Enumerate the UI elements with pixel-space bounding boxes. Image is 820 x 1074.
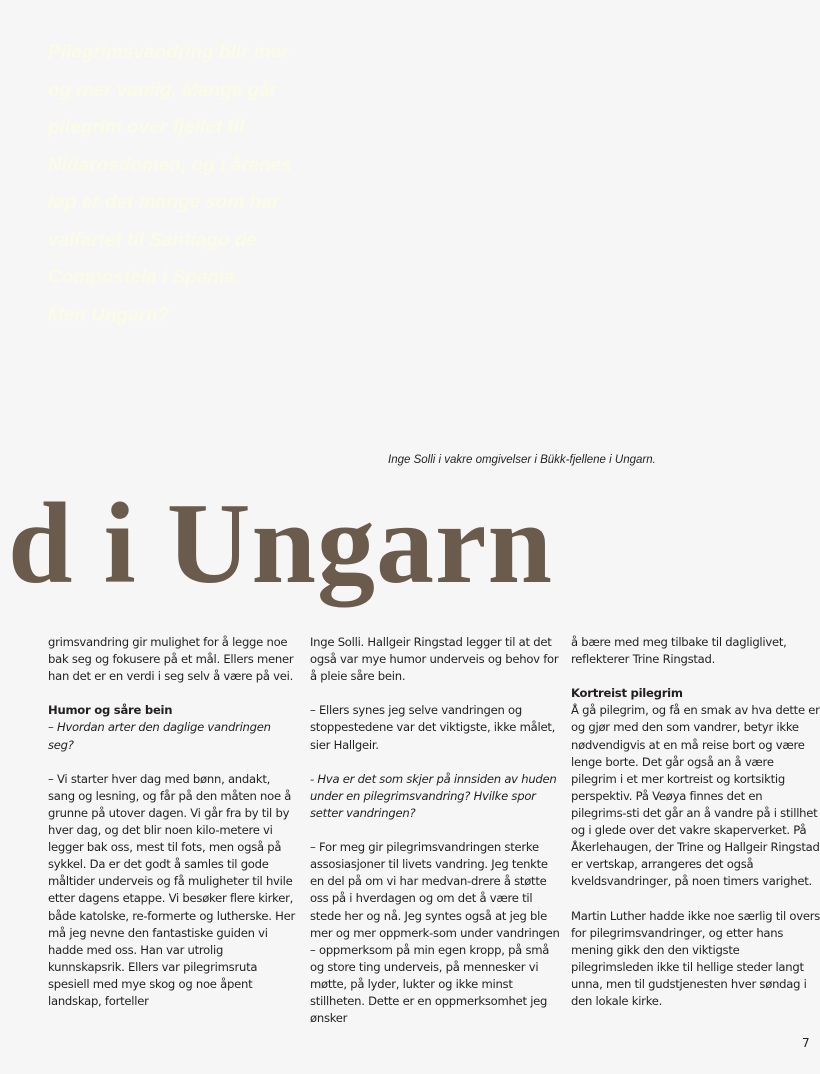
page-number: 7 [802,1036,810,1050]
pull-quote-line: Compostela i Spania. [48,267,241,288]
pull-quote [48,34,338,334]
paragraph: – For meg gir pilegrimsvandringen sterke assosiasjoner til livets vandring. Jeg tenkte en del på om vi har medvan-drere å støtte oss på i hverdagen og om det å være til stede her og nå. Jeg syntes også at jeg ble mer og mer oppmerk-som under vandringen – oppmerksom på min egen kropp, på små og store ting underveis, på mennesker vi møtte, på lyder, lukter og ikke minst stillheten. Dette er en oppmerksomhet jeg ønsker [310,840,560,1026]
paragraph: å bære med meg tilbake til dagliglivet, reflekterer Trine Ringstad. [571,635,787,667]
article-column-3 [571,634,820,1010]
article-headline: d i Ungarn [8,480,554,608]
article-column-1 [48,634,298,1010]
article-column-2 [310,634,560,1027]
section [48,702,298,753]
subheading: Kortreist pilegrim [571,686,683,701]
section [571,685,820,890]
interview-question: – Hvordan arter den daglige vandringen seg? [48,720,271,752]
paragraph: – Ellers synes jeg selve vandringen og stoppestedene var det viktigste, ikke målet, sier Hallgeir. [310,703,556,752]
paragraph: grimsvandring gir mulighet for å legge noe bak seg og fokusere på et mål. Ellers mener han det er en verdi i seg selv å være på vei. [48,635,294,684]
pull-quote-line: løp er det mange som har [48,192,280,213]
pull-quote-line: Pilegrimsvandring blir mer [48,42,289,63]
photo-caption: Inge Solli i vakre omgivelser i Bükk-fjellene i Ungarn. [388,454,656,466]
pull-quote-line: pilegrim over fjellet til [48,117,245,138]
subheading: Humor og såre bein [48,703,173,718]
pull-quote-line: Men Ungarn? [48,304,170,326]
pull-quote-line: valfartet til Santiago de [48,229,258,251]
interview-question: - Hva er det som skjer på innsiden av huden under en pilegrimsvandring? Hvilke spor setter vandringen? [310,771,557,820]
paragraph: – Vi starter hver dag med bønn, andakt, sang og lesning, og får på den måten noe å grunne på utover dagen. Vi går fra by til by hver dag, og det blir noen kilo-metere vi legger bak oss, mest til fots, men også på sykkel. Da er det godt å samles til gode måltider underveis og få muligheter til hvile etter dagens etappe. Vi besøker flere kirker, både katolske, re-formerte og lutherske. Her må jeg nevne den fantastiske guiden vi hadde med oss. Han var utrolig kunnskapsrik. Ellers var pilegrimsruta spesiell med mye skog og noe åpent landskap, forteller [48,771,296,1008]
pull-quote-line: Nidarosdomen, og i årenes [48,154,292,176]
paragraph: Å gå pilegrim, og få en smak av hva dette er og gjør med den som vandrer, betyr ikke nødvendigvis at en må reise bort og være lenge borte. Det går også an å være pilegrim i et mer kortreist og kortsiktig perspektiv. På Veøya finnes det en pilegrims-sti det går an å vandre på i stillhet og i glede over det vakre skaperverket. På Åkerlehaugen, der Trine og Hallgeir Ringstad er vertskap, arrangeres det også kveldsvandringer, på noen timers varighet. [571,703,820,889]
pull-quote-line: og mer vanlig. Mange går [48,79,278,101]
paragraph: Inge Solli. Hallgeir Ringstad legger til at det også var mye humor underveis og behov for å pleie såre bein. [310,635,559,684]
paragraph: Martin Luther hadde ikke noe særlig til overs for pilegrimsvandringer, og etter hans mening gikk den den viktigste pilegrimsleden ikke til hellige steder langt unna, men til gudstjenesten hver søndag i den lokale kirke. [571,908,820,1008]
